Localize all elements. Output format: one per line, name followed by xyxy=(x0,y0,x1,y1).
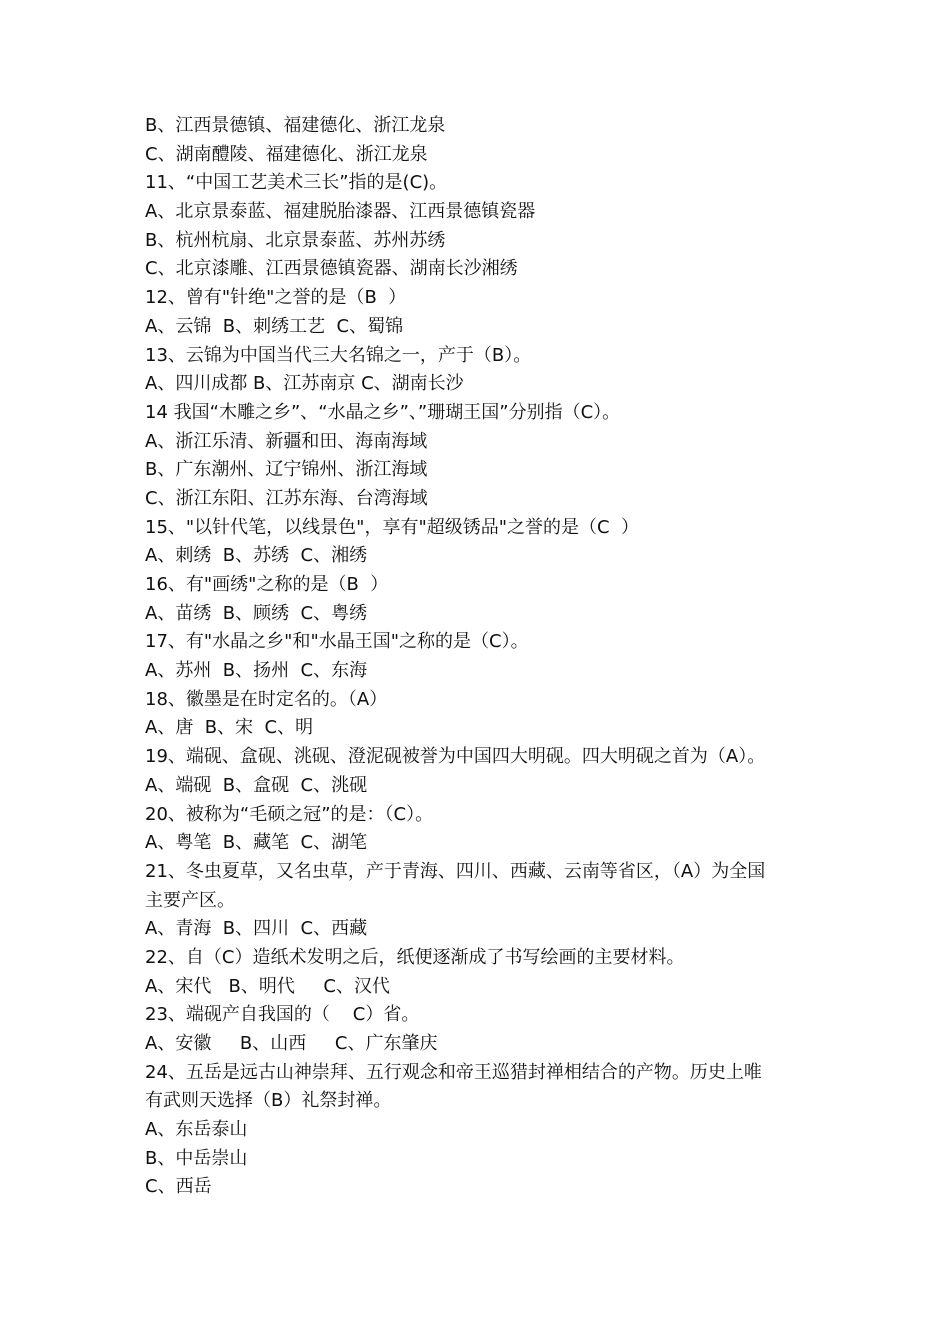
text-line: 13、云锦为中国当代三大名锦之一，产于（B）。 xyxy=(145,344,532,366)
text-line: A、四川成都 B、江苏南京 C、湖南长沙 xyxy=(145,373,464,395)
text-line: A、端砚 B、盒砚 C、洮砚 xyxy=(145,774,368,796)
text-line: B、中岳崇山 xyxy=(145,1147,248,1169)
text-line: 23、端砚产自我国的（ C）省。 xyxy=(145,1004,420,1026)
text-line: C、北京漆雕、江西景德镇瓷器、湖南长沙湘绣 xyxy=(145,258,518,280)
text-line: A、安徽 B、山西 C、广东肇庆 xyxy=(145,1033,438,1054)
text-line: A、苗绣 B、顾绣 C、粤绣 xyxy=(145,602,368,624)
text-line: B、广东潮州、辽宁锦州、浙江海域 xyxy=(145,459,428,481)
text-line: 19、端砚、盒砚、洮砚、澄泥砚被誉为中国四大明砚。四大明砚之首为（A）。 xyxy=(145,746,766,768)
text-line: 12、曾有"针绝"之誉的是（B ） xyxy=(145,287,407,309)
text-line: A、唐 B、宋 C、明 xyxy=(145,717,314,739)
text-line: 18、徽墨是在时定名的。（A） xyxy=(145,688,388,710)
text-line: A、云锦 B、刺绣工艺 C、蜀锦 xyxy=(145,315,404,337)
text-line: A、东岳泰山 xyxy=(145,1119,248,1141)
text-line: 24、五岳是远古山神崇拜、五行观念和帝王巡猎封禅相结合的产物。历史上唯 xyxy=(145,1061,762,1083)
text-line: A、粤笔 B、藏笔 C、湖笔 xyxy=(145,832,368,854)
text-line: 有武则天选择（B）礼祭封禅。 xyxy=(145,1090,392,1112)
text-line: 20、被称为“毛硕之冠”的是：（C）。 xyxy=(145,803,434,825)
text-line: A、北京景泰蓝、福建脱胎漆器、江西景德镇瓷器 xyxy=(145,201,536,223)
text-line: C、湖南醴陵、福建德化、浙江龙泉 xyxy=(145,143,428,165)
text-line: 21、冬虫夏草，又名虫草，产于青海、四川、西藏、云南等省区，（A）为全国 xyxy=(145,860,766,882)
text-line: 11、“中国工艺美术三长”指的是(C)。 xyxy=(145,172,448,194)
text-line: B、杭州杭扇、北京景泰蓝、苏州苏绣 xyxy=(145,229,446,251)
text-line: C、西岳 xyxy=(145,1176,212,1198)
text-line: A、宋代 B、明代 C、汉代 xyxy=(145,975,391,997)
text-line: A、苏州 B、扬州 C、东海 xyxy=(145,660,368,682)
document-body xyxy=(145,112,825,1202)
text-line: 主要产区。 xyxy=(145,889,235,911)
text-line: B、江西景德镇、福建德化、浙江龙泉 xyxy=(145,115,446,136)
text-line: 22、自（C）造纸术发明之后，纸便逐渐成了书写绘画的主要材料。 xyxy=(145,946,685,968)
text-line: 15、"以针代笔，以线景色"，享有"超级锈品"之誉的是（C ） xyxy=(145,516,640,538)
text-line: 14 我国“木雕之乡”、“水晶之乡”、”珊瑚王国”分别指（C）。 xyxy=(145,401,621,423)
text-line: 17、有"水晶之乡"和"水晶王国"之称的是（C）。 xyxy=(145,631,529,653)
text-line: A、青海 B、四川 C、西藏 xyxy=(145,918,368,940)
text-line: C、浙江东阳、江苏东海、台湾海域 xyxy=(145,487,428,509)
text-line: 16、有"画绣"之称的是（B ） xyxy=(145,574,389,595)
text-line: A、刺绣 B、苏绣 C、湘绣 xyxy=(145,545,368,567)
text-line: A、浙江乐清、新疆和田、海南海域 xyxy=(145,430,428,452)
